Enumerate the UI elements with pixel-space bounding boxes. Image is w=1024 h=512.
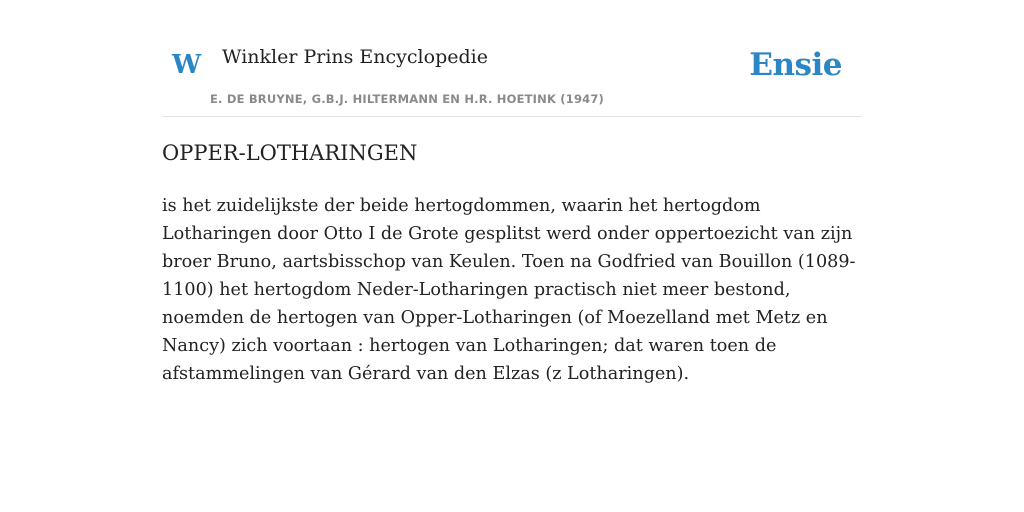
winkler-prins-logo[interactable]: W xyxy=(172,50,202,80)
entry-body: is het zuidelijkste der beide hertogdommen, waarin het hertogdom Lotharingen door Otto I de Grote gesplitst werd onder oppertoezicht van zijn broer Bruno, aartsbisschop van Keulen. Toen na Godfried van Bouillon (1089-1100) het hertogdom Neder-Lotharingen practisch niet meer bestond, noemden de hertogen van Opper-Lotharingen (of Moezelland met Metz en Nancy) zich voortaan : hertogen van Lotharingen; dat waren toen de afstammelingen van Gérard van den Elzas (z Lotharingen). xyxy=(162,196,856,384)
encyclopedia-header xyxy=(162,36,862,117)
encyclopedia-title[interactable]: Winkler Prins Encyclopedie xyxy=(222,46,488,68)
encyclopedia-authors: E. DE BRUYNE, G.B.J. HILTERMANN EN H.R. HOETINK (1947) xyxy=(210,92,605,106)
ensie-logo[interactable]: Ensie xyxy=(749,47,842,83)
entry-title: OPPER-LOTHARINGEN xyxy=(162,141,418,165)
